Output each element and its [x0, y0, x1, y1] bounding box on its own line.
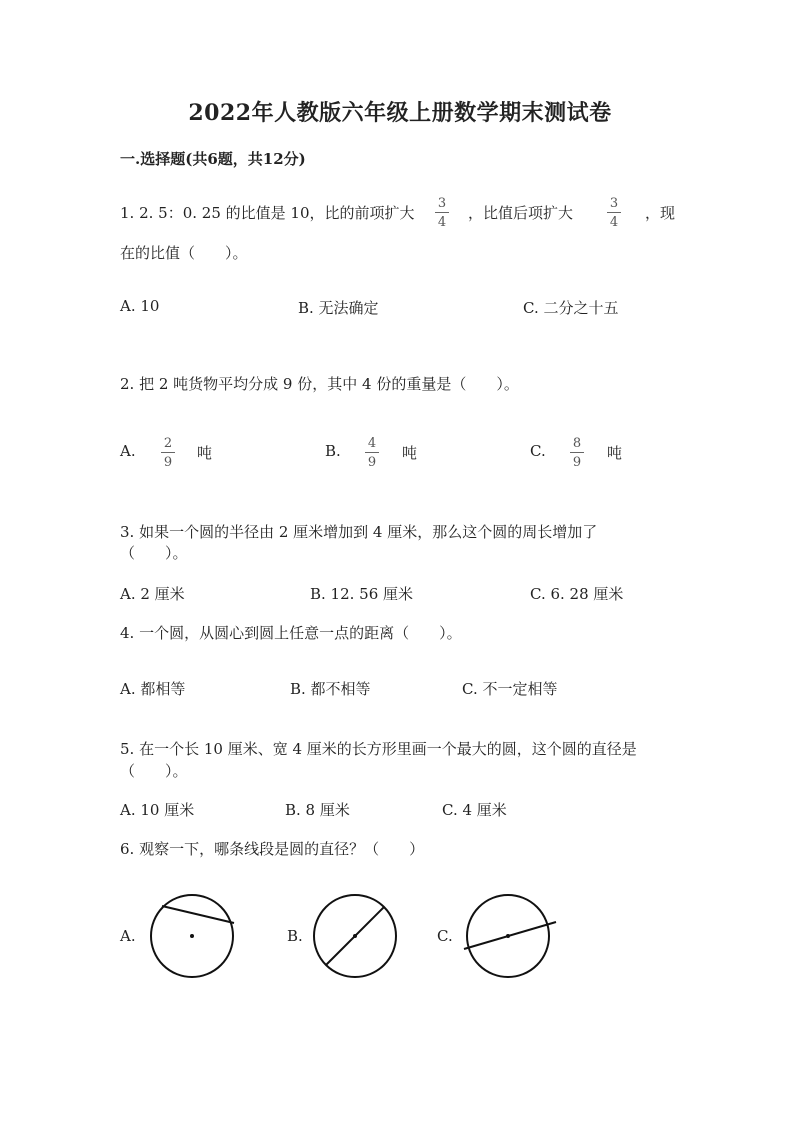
q4-text: 4. 一个圆，从圆心到圆上任意一点的距离（ ）。 — [120, 624, 462, 642]
q2-option-a-unit: 吨 — [197, 444, 213, 462]
q3-option-a[interactable]: A. 2 厘米 — [120, 585, 185, 603]
q5-option-a[interactable]: A. 10 厘米 — [120, 801, 195, 819]
q1-text-part-b: ，比值后项扩大 — [468, 204, 574, 222]
page-title: 2022年人教版六年级上册数学期末测试卷 — [188, 100, 612, 126]
q6-option-a[interactable]: A. — [120, 927, 136, 945]
q6-text: 6. 观察一下，哪条线段是圆的直径？（ ） — [120, 840, 425, 858]
q5-option-b[interactable]: B. 8 厘米 — [285, 801, 350, 819]
section-heading: 一.选择题(共6题，共12分) — [120, 150, 306, 168]
q6-option-b[interactable]: B. — [287, 927, 303, 945]
q3-option-c[interactable]: C. 6. 28 厘米 — [530, 585, 624, 603]
q2-text: 2. 把 2 吨货物平均分成 9 份，其中 4 份的重量是（ ）。 — [120, 375, 519, 393]
q2-option-a-fraction — [158, 437, 178, 469]
q3-option-b[interactable]: B. 12. 56 厘米 — [310, 585, 414, 603]
q4-option-a[interactable]: A. 都相等 — [120, 680, 186, 698]
q3-text-line-2: （ ）。 — [120, 544, 188, 562]
circle-center-dot — [506, 934, 510, 938]
q4-option-b[interactable]: B. 都不相等 — [290, 680, 371, 698]
q6-option-b-circle-figure — [312, 893, 398, 979]
fraction-denominator: 4 — [437, 215, 447, 230]
q2-option-c-unit: 吨 — [607, 444, 623, 462]
q4-option-c[interactable]: C. 不一定相等 — [462, 680, 558, 698]
q2-option-b-fraction — [362, 437, 382, 469]
q3-text-line-1: 3. 如果一个圆的半径由 2 厘米增加到 4 厘米，那么这个圆的周长增加了 — [120, 523, 598, 541]
q2-option-c-fraction — [567, 437, 587, 469]
q1-option-a[interactable]: A. 10 — [120, 297, 160, 315]
q5-text-line-1: 5. 在一个长 10 厘米、宽 4 厘米的长方形里画一个最大的圆，这个圆的直径是 — [120, 740, 637, 758]
fraction-denominator: 9 — [572, 455, 582, 470]
q1-text-part-a: 1. 2. 5：0. 25 的比值是 10，比的前项扩大 — [120, 204, 415, 222]
q1-fraction-1 — [432, 197, 452, 229]
q2-option-b-unit: 吨 — [402, 444, 418, 462]
fraction-numerator: 4 — [367, 436, 377, 451]
q1-fraction-2 — [604, 197, 624, 229]
fraction-numerator: 8 — [572, 436, 582, 451]
q5-text-line-2: （ ）。 — [120, 762, 188, 780]
q1-option-c[interactable]: C. 二分之十五 — [523, 299, 619, 317]
fraction-denominator: 9 — [367, 455, 377, 470]
q1-text-part-c: ，现 — [645, 204, 676, 222]
q1-option-b[interactable]: B. 无法确定 — [298, 299, 379, 317]
q1-text-line-2: 在的比值（ ）。 — [120, 244, 248, 262]
fraction-denominator: 4 — [609, 215, 619, 230]
circle-center-dot — [353, 934, 357, 938]
q6-option-c-circle-figure — [462, 893, 562, 979]
extended-line — [464, 922, 556, 949]
fraction-numerator: 3 — [609, 196, 619, 211]
fraction-numerator: 3 — [437, 196, 447, 211]
q5-option-c[interactable]: C. 4 厘米 — [442, 801, 507, 819]
q2-option-b-letter[interactable]: B. — [325, 442, 341, 460]
fraction-denominator: 9 — [163, 455, 173, 470]
q6-option-a-circle-figure — [146, 893, 238, 979]
q6-option-c[interactable]: C. — [437, 927, 453, 945]
q2-option-c-letter[interactable]: C. — [530, 442, 546, 460]
q2-option-a-letter[interactable]: A. — [120, 442, 136, 460]
fraction-numerator: 2 — [163, 436, 173, 451]
circle-center-dot — [190, 934, 194, 938]
